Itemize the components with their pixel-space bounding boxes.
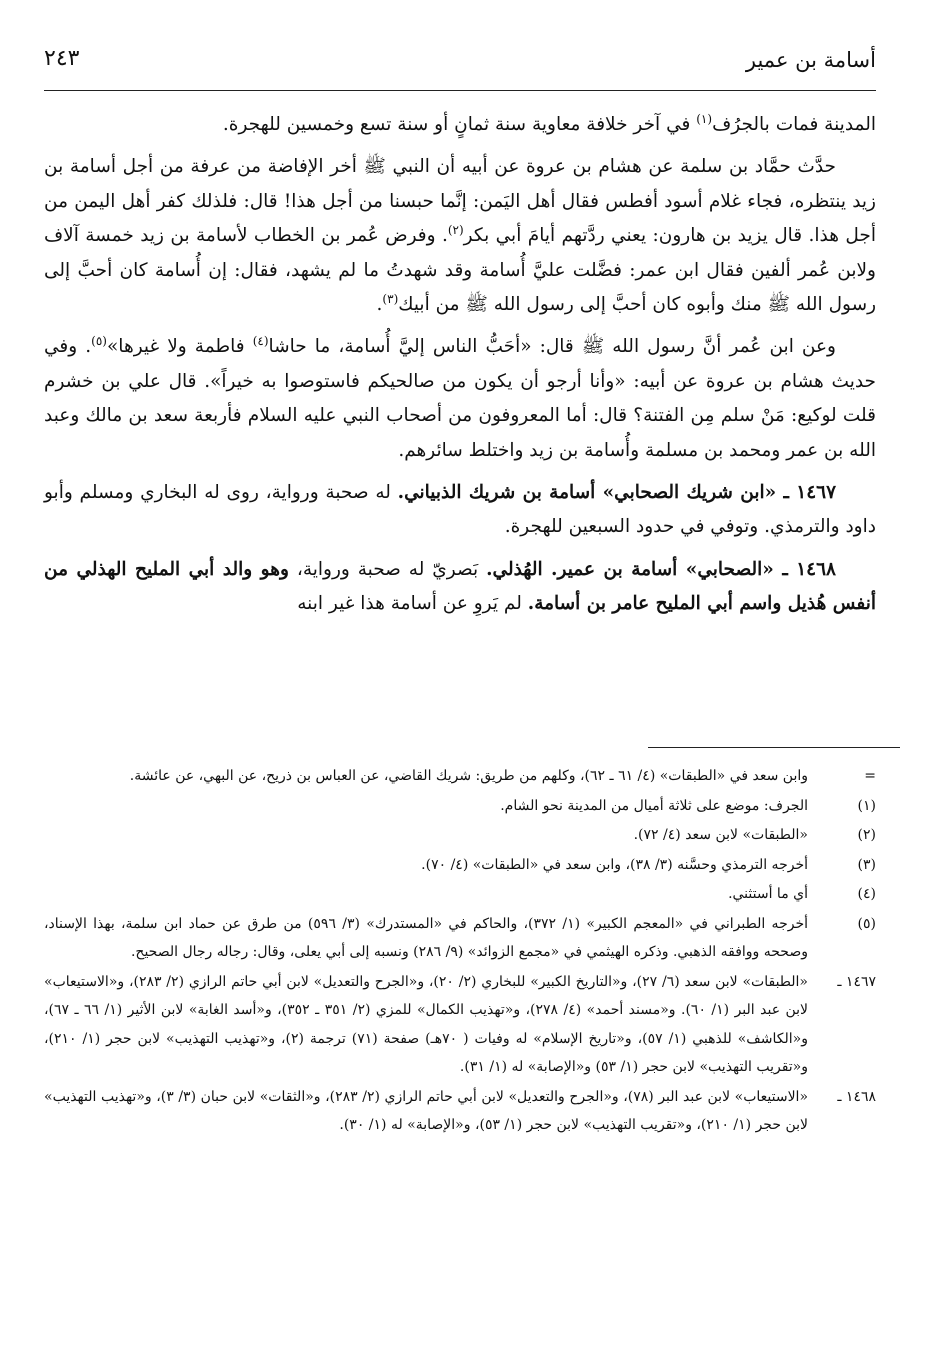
- entry-1468: [44, 553, 876, 622]
- paragraph-3-text-c: . وفي حديث هشام بن عروة عن أبيه: «وأنا أرجو أن يكون من صالحيكم فاستوصوا به خيراً». قال علي بن خشرم قلت لوكيع: مَنْ سلم مِن الفتنة؟ قال: أما المعروفون من أصحاب النبي عليه السلام فأربعة سعد بن مالك وعبد الله بن عمر ومحمد بن مسلمة وأُسامة بن زيد واختلط سائرهم.: [44, 336, 876, 461]
- footnote-text: «الطبقات» لابن سعد (٦/ ٢٧)، و«التاريخ الكبير» للبخاري (٢/ ٢٠)، و«الجرح والتعديل» لابن أبي حاتم الرازي (٢/ ٢٨٣)، و«الاستيعاب» لابن عبد البر (١/ ٦٠). و«مسند أحمد» (٤/ ٢٧٨)، و«تهذيب الكمال» للمزي (٢/ ٣٥١ ـ ٣٥٢)، و«أسد الغابة» لابن الأثير (١/ ٦٦ ـ ٦٧)، و«الكاشف» للذهبي (١/ ٥٧)، و«تاريخ الإسلام» له وفيات ( ٧٠هـ) صفحة (٧١) ترجمة (٢)، و«تهذيب التهذيب» لابن حجر (١/ ٢١٠)، و«تقريب التهذيب» لابن حجر (١/ ٥٣) و«الإصابة» له (١/ ٣١).: [44, 973, 809, 1075]
- page-number: ٢٤٣: [44, 46, 80, 71]
- footnote-marker: (٢): [857, 827, 876, 843]
- footnote-1467: [44, 968, 876, 1082]
- footnote-text: أخرجه الترمذي وحسَّنه (٣/ ٣٨)، وابن سعد في «الطبقات» (٤/ ٧٠).: [421, 856, 808, 873]
- footnote-text: أي ما أستثني.: [728, 886, 808, 902]
- paragraph-2-text: حدَّث حمَّاد بن سلمة عن هشام بن عروة عن أبيه أن النبي ﷺ أخر الإفاضة من عرفة من أجل أسامة بن زيد ينتظره، فجاء غلام أسود أفطس فقال أهل اليَمن: إنَّما حبسنا من أجل هذا! قال: فلذلك كفر أهل اليمن من أجل هذا. قال يزيد بن هارون: يعني ردَّتهم أيامَ أبي بكر: [44, 156, 876, 247]
- entry-1468-text: بَصريّ له صحبة ورواية،: [296, 558, 479, 580]
- entry-1468-heading: ١٤٦٨ ـ «الصحابي» أسامة بن عمير. الهُذلي.: [486, 558, 836, 580]
- paragraph-1: [44, 108, 876, 142]
- footnote-marker: ١٤٦٨ ـ: [837, 1088, 876, 1105]
- running-title: أسامة بن عمير: [745, 48, 876, 72]
- footnote-1468: [44, 1083, 876, 1140]
- paragraph-2: [44, 150, 876, 322]
- footnote-ref-5: (٥): [91, 334, 107, 349]
- footnote-1: [44, 792, 876, 821]
- footnote-2: [44, 821, 876, 850]
- footnote-marker: (١): [857, 797, 876, 814]
- entry-1468-bold-text: وهو والد أبي المليح الهذلي من أنفس هُذيل واسم أبي المليح عامر بن أسامة.: [44, 558, 876, 615]
- entry-1467-text: له صحبة ورواية، روى له البخاري ومسلم وأبو داود والترمذي. وتوفي في حدود السبعين للهجرة.: [44, 482, 876, 538]
- footnote-text: «الطبقات» لابن سعد (٤/ ٧٢).: [633, 827, 808, 843]
- footnote-marker: (٤): [857, 886, 876, 902]
- page-header: [44, 40, 876, 91]
- paragraph-3-text-b: فاطمة ولا غيرها»: [106, 336, 245, 358]
- main-text: [44, 108, 876, 622]
- footnote-separator: [648, 747, 900, 748]
- paragraph-2-text-c: .: [376, 294, 383, 316]
- footnote-4: [44, 880, 876, 909]
- footnote-3: [44, 851, 876, 880]
- paragraph-2-text-b: . وفرض عُمر بن الخطاب لأسامة بن زيد خمسة آلاف ولابن عُمر ألفين فقال ابن عمر: فضَّلت عليَّ أُسامة وقد شهدتُ ما لم يشهد، فقال: إن أُسامة كان أحبَّ إلى رسول الله ﷺ منك وأبوه كان أحبَّ إلى رسول الله ﷺ من أبيك: [44, 225, 876, 316]
- footnote-continuation: [44, 762, 876, 791]
- footnote-marker: =: [864, 768, 876, 784]
- entry-1467-heading: ١٤٦٧ ـ «ابن شريك الصحابي» أسامة بن شريك الذبياني.: [397, 482, 837, 504]
- footnote-marker: (٥): [857, 915, 876, 932]
- entry-1467: [44, 476, 876, 545]
- footnote-text: الجرف: موضع على ثلاثة أميال من المدينة نحو الشام.: [500, 797, 808, 814]
- footnote-ref-1: (١): [696, 111, 713, 126]
- footnote-marker: (٣): [857, 856, 876, 873]
- footnote-ref-3: (٣): [382, 291, 399, 306]
- paragraph-3: [44, 330, 876, 468]
- footnote-5: [44, 910, 876, 967]
- footnote-marker: ١٤٦٧ ـ: [837, 973, 876, 990]
- entry-1468-text-end: لم يَروِ عن أسامة هذا غير ابنه: [297, 593, 522, 615]
- paragraph-3-text: وعن ابن عُمر أنَّ رسول الله ﷺ قال: «أحَبُّ الناس إليَّ أُسامة، ما حاشا: [268, 336, 836, 358]
- footnote-text: وابن سعد في «الطبقات» (٤/ ٦١ ـ ٦٢)، وكلهم من طريق: شريك القاضي، عن العباس بن ذريح، عن البهي، عن عائشة.: [129, 768, 808, 784]
- footnote-ref-2: (٢): [447, 223, 464, 238]
- footnote-text: «الاستيعاب» لابن عبد البر (٧٨)، و«الجرح والتعديل» لابن أبي حاتم الرازي (٢/ ٢٨٣)، و«الثقات» لابن حبان (٣/ ٣)، و«تهذيب التهذيب» لابن حجر (١/ ٢١٠)، و«تقريب التهذيب» لابن حجر (١/ ٥٣)، و«الإصابة» له (١/ ٣٠).: [44, 1088, 809, 1133]
- paragraph-1-text-b: في آخر خلافة معاوية سنة ثمانٍ أو سنة تسع وخمسين للهجرة.: [222, 114, 691, 135]
- paragraph-1-text: المدينة فمات بالجرُف: [712, 114, 876, 135]
- footnote-text: أخرجه الطبراني في «المعجم الكبير» (١/ ٣٧٢)، والحاكم في «المستدرك» (٣/ ٥٩٦) من طرق عن حماد ابن سلمة، بهذا الإسناد، وصححه ووافقه الذهبي. وذكره الهيثمي في «مجمع الزوائد» (٩/ ٢٨٦) ونسبه إلى أبي يعلى، وقال: رجاله رجال الصحيح.: [44, 915, 808, 960]
- footnote-ref-4: (٤): [252, 334, 269, 349]
- footnotes: [44, 762, 876, 1140]
